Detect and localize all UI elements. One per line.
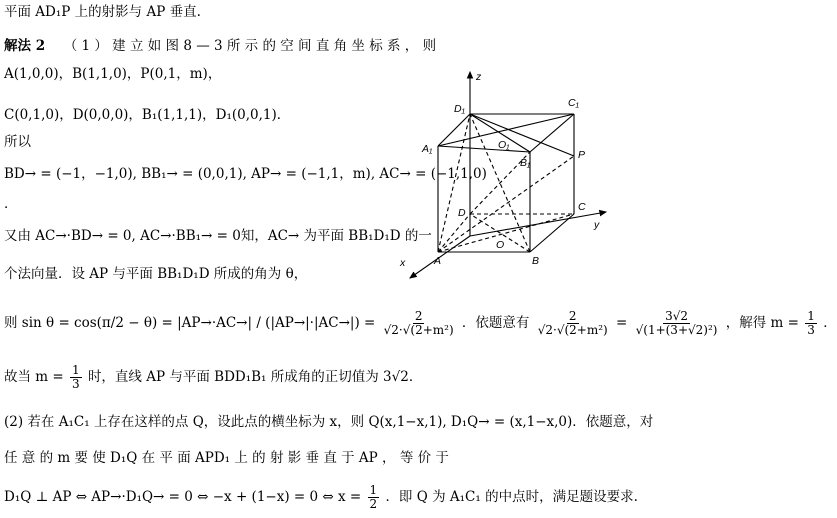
sin-tail: ，解得 m = [725, 315, 799, 331]
label-B: B [532, 255, 540, 267]
label-C1: C₁ [568, 97, 579, 109]
line-suoyi: 所以 [4, 134, 31, 150]
label-O: O [496, 239, 505, 251]
line-last-equation [4, 484, 638, 511]
diag-AC [438, 214, 574, 252]
label-C: C [578, 201, 586, 213]
fraction-2 [536, 310, 610, 337]
fraction-3-num: 3√2 [665, 309, 688, 323]
fraction-answer-den: 3 [72, 377, 80, 391]
label-z: z [476, 71, 482, 83]
sin-eq: = [616, 315, 628, 331]
label-A1: A₁ [422, 143, 433, 155]
fraction-1-num: 2 [414, 309, 423, 323]
edge-AD [438, 214, 470, 252]
sin-end: ． [823, 315, 837, 331]
fraction-3-den: √(1+(3+√2)²) [635, 323, 718, 337]
line-vectors: BD→ = (−1，−1,0), BB₁→ = (0,0,1), AP→ = (−1,1，m), AC→ = (−1,1,0) [4, 166, 487, 182]
answer-tail: 时，直线 AP 与平面 BDD₁B₁ 所成角的正切值为 3√2． [87, 369, 423, 385]
edge-BC [530, 214, 574, 252]
line-angle: 个法向量．设 AP 与平面 BB₁D₁D 所成的角为 θ， [4, 266, 308, 282]
label-D1: D₁ [454, 103, 465, 115]
fraction-4 [805, 310, 817, 337]
fraction-1 [382, 310, 456, 337]
label-A: A [434, 255, 442, 267]
line-AP [438, 156, 574, 252]
line-method2 [4, 38, 436, 54]
label-O1: O₁ [498, 139, 510, 151]
label-P: P [578, 149, 586, 161]
line-sin-equation [4, 310, 837, 337]
last-tail: ．即 Q 为 A₁C₁ 的中点时，满足题设要求. [385, 489, 638, 505]
method2-heading: 解法 2 [4, 38, 46, 54]
fraction-last [368, 484, 380, 511]
fraction-2-den: √2·√(2+m²) [537, 323, 608, 337]
answer-lead: 故当 m = [4, 369, 64, 385]
edge-D1A1 [438, 114, 470, 146]
line-AD1 [438, 114, 470, 252]
last-lead: D₁Q ⊥ AP ⇔ AP→·D₁Q→ = 0 ⇔ −x + (1−x) = 0 ⇔ x = [4, 489, 362, 505]
label-D: D [458, 207, 466, 219]
label-B1: B₁ [520, 157, 531, 169]
line-dot: ． [4, 196, 18, 212]
sin-mid: ．依题意有 [461, 315, 530, 331]
line-1: 平面 AD₁P 上的射影与 AP 垂直. [4, 4, 201, 20]
fraction-last-den: 2 [369, 497, 378, 511]
line-answer [4, 364, 422, 391]
fraction-last-num: 1 [369, 483, 378, 497]
line-coords-2: C(0,1,0)，D(0,0,0)，B₁(1,1,1)，D₁(0,0,1)． [4, 107, 291, 123]
line-coords-1: A(1,0,0)，B(1,1,0)，P(0,1，m)， [4, 66, 222, 82]
fraction-1-den: √2·√(2+m²) [383, 323, 454, 337]
label-y: y [594, 219, 600, 231]
fraction-answer-num: 1 [72, 363, 80, 377]
fraction-4-num: 1 [807, 309, 815, 323]
fraction-3 [634, 310, 720, 337]
cube-figure [398, 66, 610, 278]
sin-lead: 则 sin θ = cos(π/2 − θ) = |AP→·AC→| / (|AP→|·|AC→|) = [4, 315, 376, 331]
line-part2: (2) 若在 A₁C₁ 上存在这样的点 Q，设此点的横坐标为 x，则 Q(x,1−x,1), D₁Q→ = (x,1−x,0)．依题意，对 [4, 414, 654, 430]
method2-text: （ 1 ） 建 立 如 图 8 — 3 所 示 的 空 间 直 角 坐 标 系 ， 则 [63, 38, 437, 54]
line-part2-cont: 任 意 的 m 要 使 D₁Q 在 平 面 APD₁ 上 的 射 影 垂 直 于 AP ， 等 价 于 [4, 450, 449, 466]
line-normal: 又由 AC→·BD→ = 0, AC→·BB₁→ = 0知，AC→ 为平面 BB₁D₁D 的一 [4, 228, 432, 244]
fraction-4-den: 3 [807, 323, 815, 337]
label-x: x [400, 257, 406, 269]
fraction-answer [70, 364, 82, 391]
fraction-2-num: 2 [568, 309, 577, 323]
